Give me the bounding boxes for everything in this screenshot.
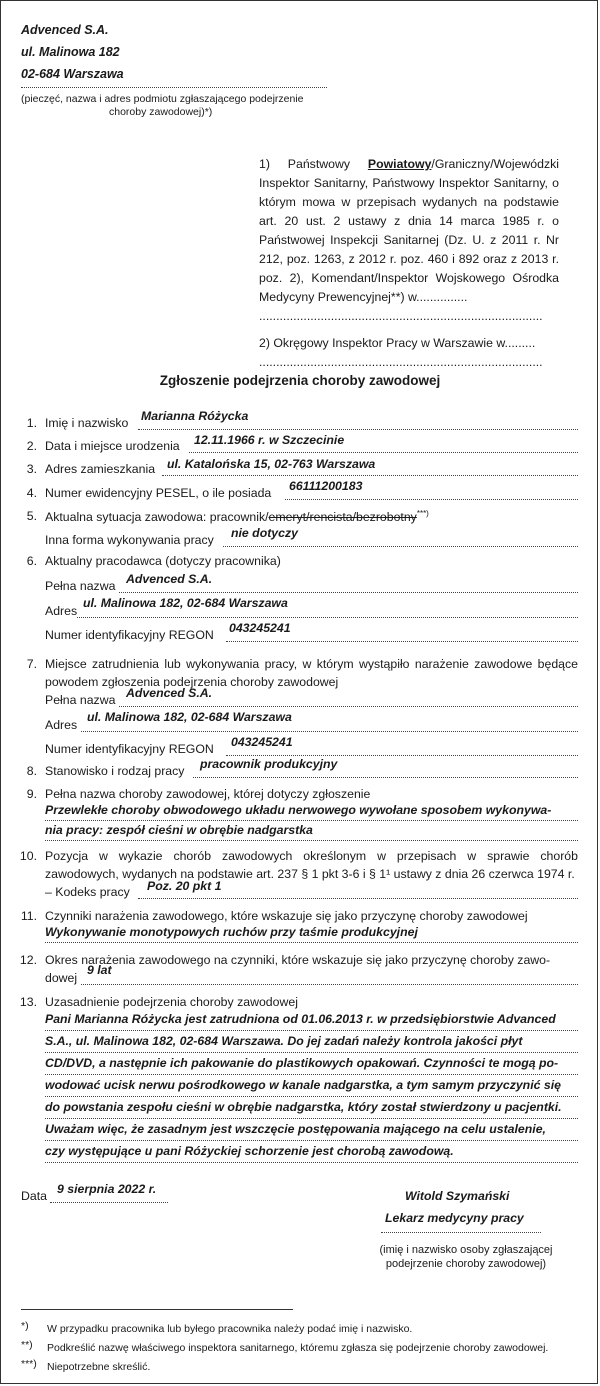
signature-dotted-line [381, 1232, 541, 1233]
field-4-value: 66111200183 [289, 479, 363, 493]
field-13-value: Pani Marianna Różycka jest zatrudniona od 01.06.2013 r. w przedsiębiorstwie Advanced S.A., ul. Malinowa 182, 02-684 Warszawa. Do jej zadań należy kontrola jakości płyt CD/DVD, a następnie ich pakowanie do plastikowych opakowań. Czynności te mogą po- wodować ucisk nerwu pośrodkowego w kanale nadgarstka, a tym samym przyczynić się do powstania zespołu cieśni w obrębie nadgarstka, który został stwierdzony u pacjentki. Uważam więc, że zasadnym jest wszczęcie postępowania mającego na celu ustalenie, czy występujące u pani Różyckiej schorzenie jest chorobą zawodową. [45, 1009, 578, 1163]
field-7-address-value: ul. Malinowa 182, 02-684 Warszawa [87, 710, 292, 724]
underlined-inspector: Powiatowy [367, 157, 432, 171]
sender-city: 02-684 Warszawa [21, 67, 124, 81]
field-6-name-value: Advenced S.A. [126, 572, 213, 586]
field-12-value: 9 lat [87, 963, 112, 977]
field-6-address-value: ul. Malinowa 182, 02-684 Warszawa [83, 596, 288, 610]
sender-name: Advenced S.A. [21, 23, 109, 37]
page-title: Zgłoszenie podejrzenia choroby zawodowej [159, 373, 441, 388]
sender-block [21, 19, 124, 85]
field-7-regon-value: 043245241 [231, 735, 293, 749]
date-value: 9 sierpnia 2022 r. [57, 1182, 157, 1196]
recipient-1: 1) Państwowy Powiatowy/Graniczny/Wojewódzki Inspektor Sanitarny, Państwowy Inspektor Sanitarny, o którym mowa w przepisach wydanych na podstawie art. 20 ust. 2 ustawy z dnia 14 marca 1985 r. o Państwowej Inspekcji Sanitarnej (Dz. U. z 2011 r. Nr 212, poz. 1263, z 2012 r. poz. 460 i 892 oraz z 2013 r. poz. 2), Komendant/Inspektor Wojskowego Ośrodka Medycyny Prewencyjnej**) w............... [259, 157, 559, 304]
footnote-divider [21, 1309, 293, 1310]
field-10-value: Poz. 20 pkt 1 [147, 879, 222, 893]
document-page: Advenced S.A. ul. Malinowa 182 02-684 Warszawa (pieczęć, nazwa i adres podmiotu zgłaszającego podejrzenie choroby zawodowej)*) 1) Państwowy Powiatowy/Graniczny/Wojewódzki Inspektor Sanitarny, Państwowy Inspektor Sanitarny, o którym mowa w przepisach wydanych na podstawie art. 20 ust. 2 ustawy z dnia 14 marca 1985 r. o Państwowej Inspekcji Sanitarnej (Dz. U. z 2011 r. Nr 212, poz. 1263, z 2012 r. poz. 460 i 892 oraz z 2013 r. poz. 2), Komendant/Inspektor Wojskowego Ośrodka Medycyny Prewencyjnej**) w............... ................................................................................... 2) Okręgowy Inspektor Pracy w Warszawie w......... ................................................................................... Zgłoszenie podejrzenia choroby zawodowej 1. Imię i nazwisko Marianna Różycka 2. Data i miejsce urodzenia 12.11.1966 r. w Szczecinie 3. Adres zamieszkania ul. Katalońska 15, 02-763 Warszawa 4. Numer ewidencyjny PESEL, o ile posiada 66111200183 5. Aktualna sytuacja zawodowa: pracownik/emeryt/rencista/bezrobotny***) Inna forma wykonywania pracy nie dotyczy 6. Aktualny pracodawca (dotyczy pracownika) Pełna nazwa Advenced S.A. Adres ul. Malinowa 182, 02-684 Warszawa Numer identyfikacyjny REGON 043245241 7. Miejsce zatrudnienia lub wykonywania pracy, w którym wystąpiło narażenie zawodowe będące powodem zgłoszenia podejrzenia choroby zawodowej Pełna nazwa Advenced S.A. Adres ul. Malinowa 182, 02-684 Warszawa Numer identyfikacyjny REGON 043245241 8. Stanowisko i rodzaj pracy pracownik produkcyjny 9. Pełna nazwa choroby zawodowej, której dotyczy zgłoszenie Przewlekłe choroby obwodowego układu nerwowego wywołane sposobem wykonywa- nia pracy: zespół cieśni w obrębie nadgarstka 10. Pozycja w wykazie chorób zawodowych określonym w przepisach w sprawie chorób zawodowych, wydanych na podstawie art. 237 § 1 pkt 3-6 i § 1¹ ustawy z dnia 26 czerwca 1974 r. – Kodeks pracy Poz. 20 pkt 1 11. Czynniki narażenia zawodowego, które wskazuje się jako przyczynę choroby zawodowej Wykonywanie monotypowych ruchów przy taśmie produkcyjnej 12. Okres narażenia zawodowego na czynniki, które wskazuje się jako przyczynę choroby zawo- dowej 9 lat 13. Uzasadnienie podejrzenia choroby zawodowej Pani Marianna Różycka jest zatrudniona od 01.06.2013 r. w przedsiębiorstwie Advanced S.A., ul. Malinowa 182, 02-684 Warszawa. Do jej zadań należy kontrola jakości płyt CD/DVD, a następnie ich pakowanie do plastikowych opakowań. Czynności te mogą po- wodować ucisk nerwu pośrodkowego w kanale nadgarstka, a tym samym przyczynić się do powstania zespołu cieśni w obrębie nadgarstka, który został stwierdzony u pacjentki. Uważam więc, że zasadnym jest wszczęcie postępowania mającego na celu ustalenie, czy występujące u pani Różyckiej schorzenie jest chorobą zawodową. Data 9 sierpnia 2022 r. Witold Szymański Lekarz medycyny pracy (imię i nazwisko osoby zgłaszającej podejrzenie choroby zawodowej) *) W przypadku pracownika lub byłego pracownika należy podać imię i nazwisko. **) Podkreślić nazwę właściwego inspektora sanitarnego, któremu zgłasza się podejrzenie choroby zawodowej. ***) Niepotrzebne skreślić. [0, 0, 598, 1384]
recipient-2-dots: ................................................................................... [259, 355, 543, 369]
field-6-regon-value: 043245241 [229, 621, 291, 635]
field-2-value: 12.11.1966 r. w Szczecinie [194, 433, 345, 447]
signer-role: Lekarz medycyny pracy [385, 1211, 524, 1225]
field-8-value: pracownik produkcyjny [200, 757, 338, 771]
recipient-2: 2) Okręgowy Inspektor Pracy w Warszawie w......... [259, 336, 536, 350]
recipient-block [259, 155, 559, 372]
field-9-value: Przewlekłe choroby obwodowego układu nerwowego wywołane sposobem wykonywa- nia pracy: zespół cieśni w obrębie nadgarstka [45, 801, 578, 841]
signature-caption: (imię i nazwisko osoby zgłaszającej podejrzenie choroby zawodowej) [379, 1244, 553, 1270]
date-label: Data [21, 1189, 47, 1203]
field-5-value: nie dotyczy [231, 526, 298, 540]
sender-street: ul. Malinowa 182 [21, 45, 120, 59]
field-7-name-value: Advenced S.A. [126, 686, 213, 700]
struck-options: emeryt/rencista/bezrobotny [268, 510, 417, 525]
field-11-value: Wykonywanie monotypowych ruchów przy taśmie produkcyjnej [45, 923, 578, 943]
sender-caption: (pieczęć, nazwa i adres podmiotu zgłaszającego podejrzenie choroby zawodowej)*) [21, 93, 304, 118]
sender-dotted-line [21, 87, 327, 88]
signer-name: Witold Szymański [405, 1189, 510, 1203]
field-3-value: ul. Katalońska 15, 02-763 Warszawa [167, 457, 376, 471]
field-1-value: Marianna Różycka [141, 409, 249, 423]
recipient-1-dots: ................................................................................... [259, 309, 543, 323]
